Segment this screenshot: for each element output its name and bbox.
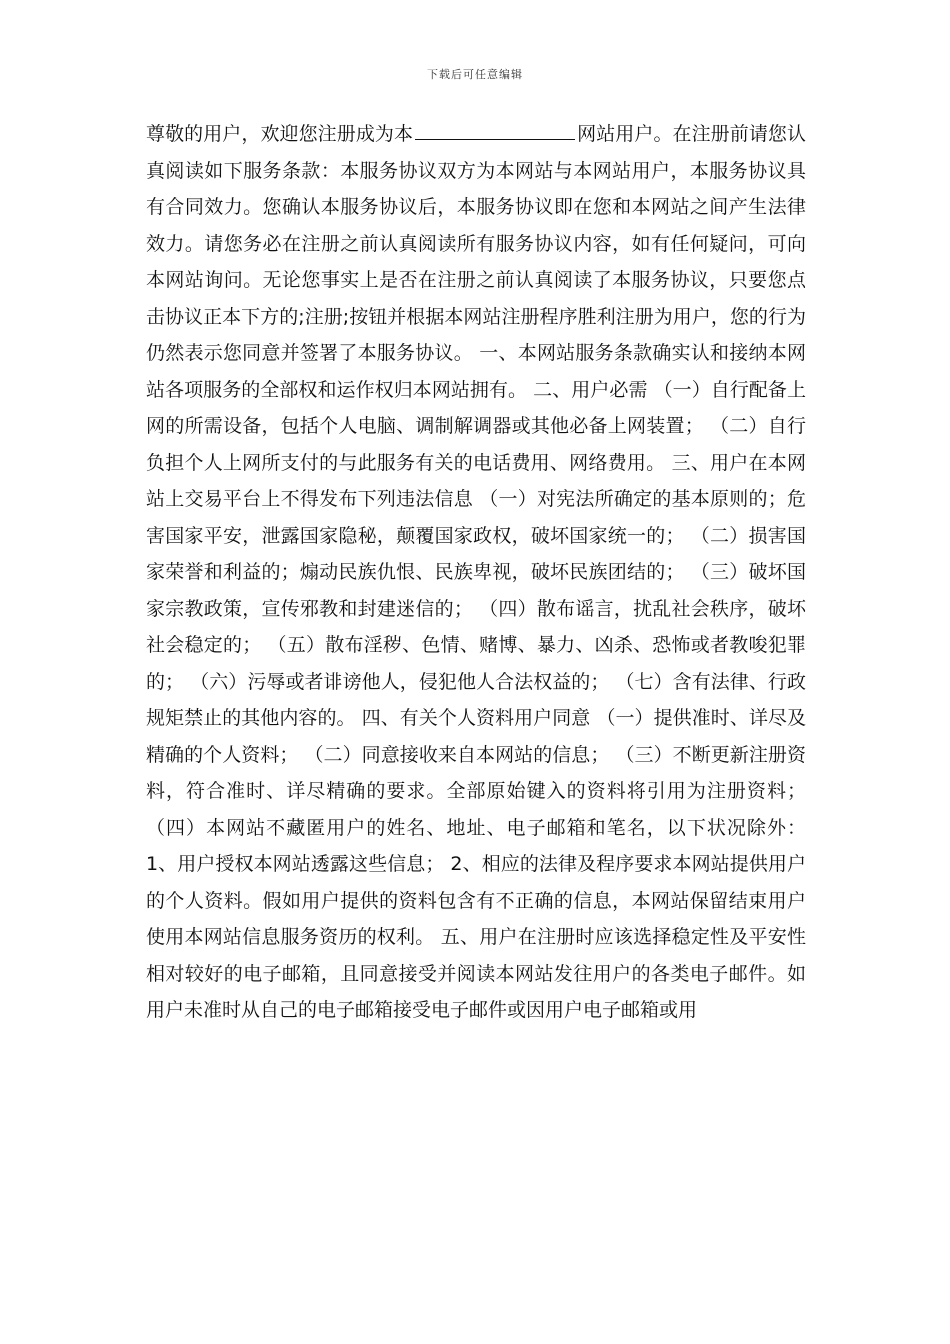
document-body (146, 116, 806, 1029)
blank-underline (415, 119, 575, 140)
agreement-text: 网站用户。在注册前请您认真阅读如下服务条款：本服务协议双方为本网站与本网站用户，本服务协议具有合同效力。您确认本服务协议后，本服务协议即在您和本网站之间产生法律效力。请您务必在注册之前认真阅读所有服务协议内容，如有任何疑问，可向本网站询问。无论您事实上是否在注册之前认真阅读了本服务协议，只要您点击协议正本下方的;注册;按钮并根据本网站注册程序胜利注册为用户，您的行为仍然表示您同意并签署了本服务协议。 一、本网站服务条款确实认和接纳本网站各项服务的全部权和运作权归本网站拥有。 二、用户必需 （一）自行配备上网的所需设备，包括个人电脑、调制解调器或其他必备上网装置； （二）自行负担个人上网所支付的与此服务有关的电话费用、网络费用。 三、用户在本网站上交易平台上不得发布下列违法信息 （一）对宪法所确定的基本原则的；危害国家平安，泄露国家隐秘，颠覆国家政权，破坏国家统一的； （二）损害国家荣誉和利益的；煽动民族仇恨、民族卑视，破坏民族团结的； （三）破坏国家宗教政策，宣传邪教和封建迷信的； （四）散布谣言，扰乱社会秩序，破坏社会稳定的； （五）散布淫秽、色情、赌博、暴力、凶杀、恐怖或者教唆犯罪的； （六）污辱或者诽谤他人，侵犯他人合法权益的； （七）含有法律、行政规矩禁止的其他内容的。 四、有关个人资料用户同意 （一）提供准时、详尽及精确的个人资料； （二）同意接收来自本网站的信息； （三）不断更新注册资料，符合准时、详尽精确的要求。全部原始键入的资料将引用为注册资料； （四）本网站不藏匿用户的姓名、地址、电子邮箱和笔名，以下状况除外： 1、用户授权本网站透露这些信息； 2、相应的法律及程序要求本网站提供用户的个人资料。假如用户提供的资料包含有不正确的信息，本网站保留结束用户使用本网站信息服务资历的权利。 五、用户在注册时应该选择稳定性及平安性相对较好的电子邮箱，且同意接受并阅读本网站发往用户的各类电子邮件。如用户未准时从自己的电子邮箱接受电子邮件或因用户电子邮箱或用 (146, 123, 806, 1021)
page-header: 下载后可任意编辑 (427, 68, 523, 81)
intro-text: 尊敬的用户，欢迎您注册成为本 (146, 123, 414, 145)
